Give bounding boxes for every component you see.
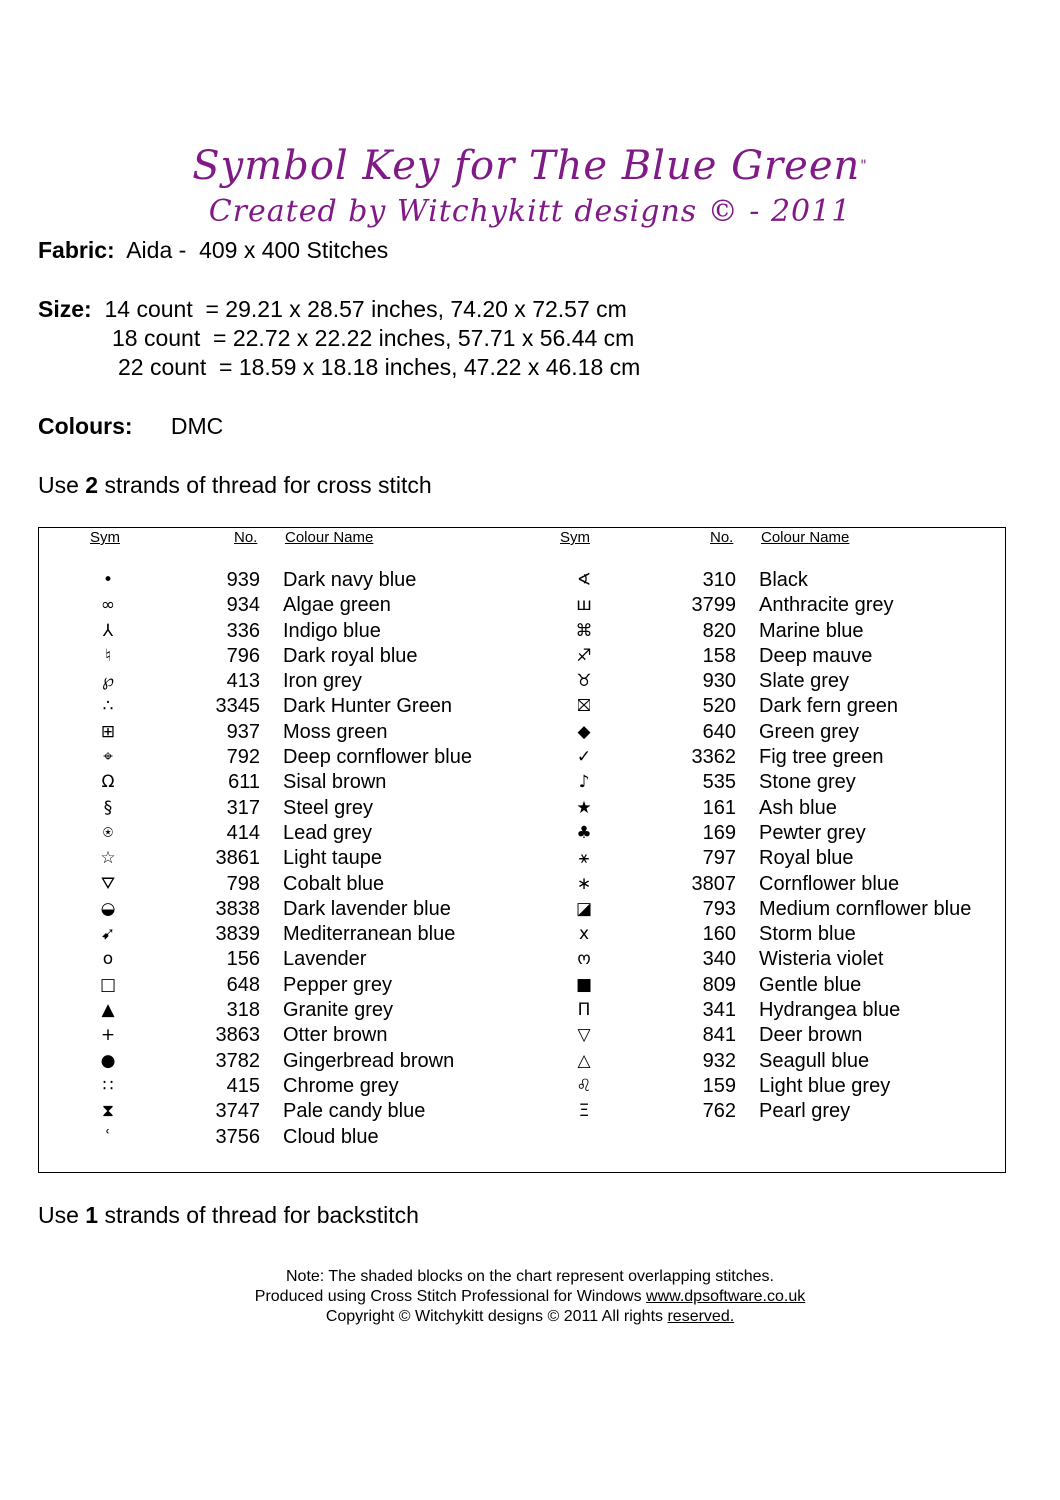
colour-name: Black	[759, 569, 808, 591]
stitch-symbol: ⛝	[577, 696, 591, 717]
dmc-number: 414	[226, 821, 260, 844]
dmc-number: 932	[702, 1049, 736, 1072]
dmc-number: 793	[702, 897, 736, 920]
fabric-line	[38, 235, 388, 265]
stitch-symbol: ⚹	[578, 848, 590, 869]
dmc-number: 611	[228, 771, 260, 794]
colour-name: Medium cornflower blue	[759, 897, 972, 920]
size-line-2: 18 count = 22.72 x 22.22 inches, 57.71 x 56.44 cm	[112, 325, 635, 351]
stitch-symbol: ⧗	[102, 1101, 114, 1122]
colour-name: Light taupe	[283, 847, 382, 870]
dmc-number: 535	[702, 771, 736, 794]
header-sym-right: Sym	[560, 529, 590, 546]
stitch-symbol: Ω	[101, 772, 115, 793]
colour-name: Ash blue	[759, 796, 837, 819]
colour-name: Steel grey	[283, 796, 374, 819]
colour-name: Wisteria violet	[759, 948, 884, 971]
dmc-number: 3345	[215, 695, 260, 718]
symbol-key-table	[38, 527, 1006, 1173]
stitch-symbol: ✓	[576, 747, 592, 768]
stitch-symbol: •	[102, 570, 114, 590]
dmc-number: 317	[226, 796, 260, 819]
stitch-symbol: ℘	[102, 671, 114, 692]
stitch-symbol: ●	[100, 1050, 116, 1071]
colour-name: Moss green	[283, 720, 388, 743]
colour-name: Stone grey	[759, 771, 856, 794]
footer-produced: Produced using Cross Stitch Professional for Windows www.dpsoftware.co.uk	[254, 1288, 806, 1305]
stitch-symbol: o	[102, 949, 114, 970]
stitch-symbol: ⍟	[102, 822, 114, 843]
stitch-symbol: ▽	[577, 1025, 591, 1046]
dmc-number: 161	[702, 796, 736, 819]
backstitch-count: 1	[85, 1202, 99, 1228]
colours-label: Colours:	[38, 413, 133, 439]
dmc-number: 3861	[215, 847, 260, 870]
dmc-number: 930	[702, 670, 736, 693]
stitch-symbol: ◪	[575, 898, 593, 919]
stitch-symbol: ♪	[578, 772, 590, 793]
colour-name: Indigo blue	[283, 619, 381, 642]
header-no-right: No.	[710, 529, 734, 546]
colour-name: Storm blue	[759, 923, 856, 946]
stitch-symbol: ■	[575, 974, 593, 995]
size-line-3: 22 count = 18.59 x 18.18 inches, 47.22 x 46.18 cm	[118, 354, 641, 380]
stitch-symbol: ∷	[102, 1075, 114, 1096]
colour-name: Marine blue	[759, 619, 864, 642]
dmc-number: 310	[702, 569, 736, 591]
dmc-number: 937	[226, 720, 260, 743]
dmc-number: 841	[702, 1024, 736, 1047]
stitch-symbol: ш	[576, 595, 592, 616]
header	[0, 140, 1060, 232]
colour-name: Sisal brown	[283, 771, 387, 794]
stitch-symbol: ⌖	[103, 747, 113, 768]
stitch-symbol: x	[578, 924, 590, 945]
stitch-symbol: ♉	[576, 671, 592, 692]
dmc-number: 3863	[215, 1024, 260, 1047]
stitch-symbol: Ξ	[578, 1101, 590, 1122]
dmc-number: 156	[226, 948, 260, 971]
stitch-symbol: ⌘	[575, 620, 593, 641]
dmc-number: 939	[226, 569, 260, 591]
colour-name: Granite grey	[283, 999, 394, 1022]
stitch-symbol: ▲	[101, 1000, 115, 1021]
dmc-number: 158	[702, 644, 736, 667]
dmc-number: 648	[226, 973, 260, 996]
colours-value: DMC	[170, 413, 224, 439]
dmc-number: 169	[702, 821, 736, 844]
stitch-symbol: ☆	[100, 848, 116, 869]
dmc-number: 413	[226, 670, 260, 693]
colour-name: Deer brown	[759, 1024, 863, 1047]
stitch-symbol: ◆	[577, 721, 591, 742]
colour-name: Dark fern green	[759, 695, 898, 718]
colour-name: Cornflower blue	[759, 872, 900, 895]
stitch-symbol: §	[103, 797, 113, 818]
dmc-number: 3807	[691, 872, 736, 895]
footer-copyright: Copyright © Witchykitt designs © 2011 All rights reserved.	[325, 1308, 735, 1325]
stitch-symbol: ♌	[576, 1075, 592, 1096]
stitch-symbol: ∞	[100, 595, 116, 616]
stitch-symbol: ♮	[104, 645, 112, 666]
stitch-symbol: ♣	[576, 822, 592, 843]
colour-name: Lavender	[283, 948, 367, 971]
colour-name: Deep cornflower blue	[283, 746, 472, 769]
dmc-number: 3747	[215, 1100, 260, 1123]
colour-name: Chrome grey	[283, 1074, 399, 1097]
reserved-link[interactable]: reserved.	[667, 1308, 735, 1325]
dmc-number: 336	[226, 619, 260, 642]
stitch-symbol: □	[99, 974, 117, 995]
colour-name: Dark royal blue	[283, 644, 418, 667]
cross-stitch-line: Use 2 strands of thread for cross stitch	[38, 472, 432, 498]
footer-note: Note: The shaded blocks on the chart represent overlapping stitches.	[286, 1268, 774, 1285]
colour-name: Gingerbread brown	[283, 1049, 455, 1072]
stitch-symbol: ∴	[102, 696, 114, 717]
stitch-symbol: ⊞	[100, 721, 116, 742]
page-subtitle: Created by Witchykitt designs © - 2011	[208, 194, 852, 229]
colour-name: Dark Hunter Green	[283, 695, 452, 718]
dmc-number: 796	[226, 644, 260, 667]
fabric-value: Aida - 409 x 400 Stitches	[126, 237, 389, 263]
colour-name: Fig tree green	[759, 746, 884, 769]
colours-line	[38, 411, 223, 441]
colour-name: Pewter grey	[759, 821, 866, 844]
backstitch-line: Use 1 strands of thread for backstitch	[38, 1202, 419, 1228]
stitch-symbol: ★	[576, 797, 592, 818]
colour-name: Deep mauve	[759, 644, 873, 667]
stitch-symbol: ⅄	[102, 620, 114, 641]
dmc-number: 640	[702, 720, 736, 743]
colour-name: Pepper grey	[283, 973, 392, 996]
colour-name: Cloud blue	[283, 1125, 379, 1148]
dmc-number: 3782	[215, 1049, 260, 1072]
cross-stitch-count: 2	[85, 472, 99, 498]
dmc-number: 340	[702, 948, 736, 971]
dmc-number: 809	[702, 973, 736, 996]
dmc-number: 341	[702, 999, 736, 1022]
dmc-number: 762	[702, 1100, 736, 1123]
dmc-number: 3839	[215, 923, 260, 946]
dmc-number: 3838	[215, 897, 260, 920]
fabric-label: Fabric:	[38, 237, 115, 263]
dmc-number: 159	[702, 1074, 736, 1097]
stitch-symbol: ➹	[100, 924, 116, 945]
dmc-number: 797	[702, 847, 736, 870]
colour-name: Gentle blue	[759, 973, 862, 996]
dmc-number: 415	[226, 1074, 260, 1097]
dmc-number: 160	[702, 923, 736, 946]
dmc-number: 3362	[691, 746, 736, 769]
stitch-symbol: +	[100, 1025, 116, 1046]
colour-name: Pearl grey	[759, 1100, 851, 1123]
stitch-symbol: ⛛	[100, 873, 116, 894]
stitch-symbol: ♐	[576, 645, 592, 666]
stitch-symbol: △	[577, 1050, 591, 1071]
dmc-number: 520	[702, 695, 736, 718]
stitch-symbol: ∢	[576, 570, 592, 590]
dmc-number: 3799	[691, 594, 736, 617]
header-name-right: Colour Name	[761, 529, 850, 546]
dmc-number: 820	[702, 619, 736, 642]
colour-name: Dark navy blue	[283, 569, 417, 591]
size-label: Size:	[38, 296, 92, 322]
header-sym-left: Sym	[90, 529, 120, 546]
stitch-symbol: ო	[577, 949, 591, 970]
colour-name: Royal blue	[759, 847, 854, 870]
colour-name: Seagull blue	[759, 1049, 870, 1072]
dmc-number: 798	[226, 872, 260, 895]
footer	[0, 1267, 1060, 1327]
colour-name: Dark lavender blue	[283, 897, 451, 920]
dmc-number: 3756	[215, 1125, 260, 1148]
stitch-symbol: ◒	[100, 898, 116, 919]
header-name-left: Colour Name	[285, 529, 374, 546]
stitch-symbol: ∗	[576, 873, 592, 894]
header-no-left: No.	[234, 529, 258, 546]
colour-name: Mediterranean blue	[283, 923, 456, 946]
dmc-number: 792	[226, 746, 260, 769]
colour-name: Cobalt blue	[283, 872, 385, 895]
size-line-1	[38, 294, 627, 324]
dmc-number: 318	[226, 999, 260, 1022]
colour-name: Lead grey	[283, 821, 372, 844]
dmc-number: 934	[226, 594, 260, 617]
colour-name: Otter brown	[283, 1024, 388, 1047]
dpsoftware-link[interactable]: www.dpsoftware.co.uk	[646, 1288, 806, 1305]
page-title	[0, 140, 1060, 192]
colour-name: Slate grey	[759, 670, 850, 693]
colour-name: Light blue grey	[759, 1074, 891, 1097]
colour-name: Green grey	[759, 720, 860, 743]
colour-name: Algae green	[283, 594, 391, 617]
colour-name: Pale candy blue	[283, 1100, 426, 1123]
stitch-symbol: ʿ	[105, 1126, 111, 1147]
colour-name: Hydrangea blue	[759, 999, 901, 1022]
size-value-14: 14 count = 29.21 x 28.57 inches, 74.20 x 72.57 cm	[104, 296, 627, 322]
title-text: Symbol Key for The Blue Green	[192, 143, 861, 189]
title-mark: "	[860, 158, 868, 174]
colour-name: Iron grey	[283, 670, 362, 693]
colour-name: Anthracite grey	[759, 594, 894, 617]
stitch-symbol: Π	[577, 1000, 591, 1021]
